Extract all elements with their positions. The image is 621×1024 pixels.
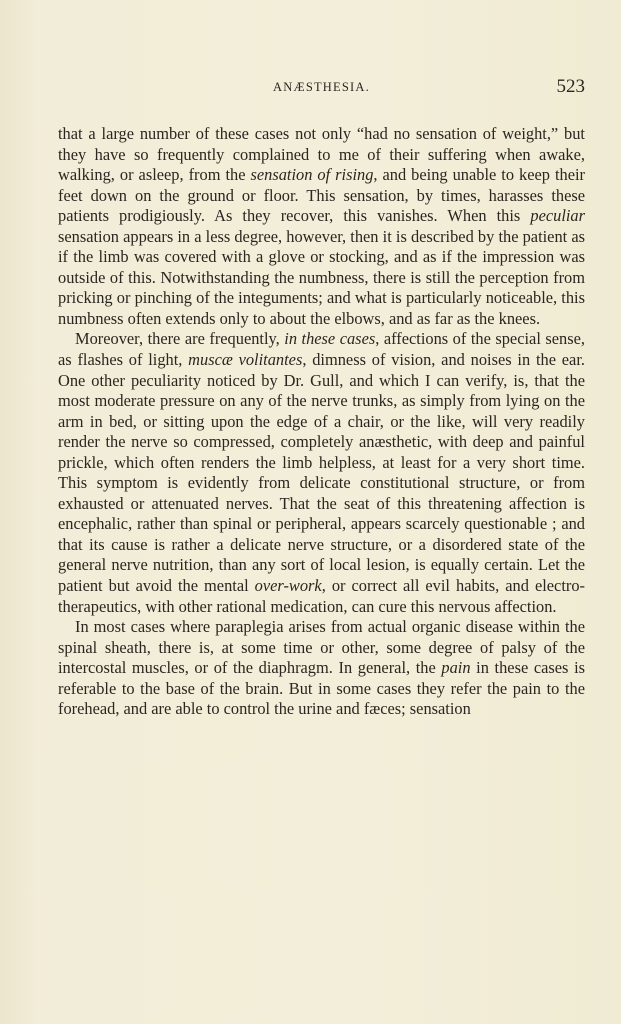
paragraph-3-text: in these cases is referable to the base of the brain. But in some cases they refer the pain to the forehead, and are able to control the urine and fæces; sensation xyxy=(58,658,585,719)
paragraph-1-text: that a large number of these cases not only “had no sensation of weight,” but they have so frequently complained to me of their suffering when awake, walking, or asleep, from the xyxy=(58,124,585,185)
paragraph-3 xyxy=(58,617,585,720)
paragraph-1-text: , and being unable to keep their feet down on the ground or floor. This sensation, by times, harasses these patients prodigiously. As they recover, this vanishes. When this xyxy=(58,165,585,226)
paragraph-2-text: , affections of the special sense, as flashes of light, xyxy=(58,329,585,370)
emphasis-sensation-of-rising: sensation of rising xyxy=(250,165,374,185)
emphasis-in-these-cases: in these cases xyxy=(284,329,376,349)
emphasis-muscae-volitantes: muscæ volitantes xyxy=(188,350,303,370)
paragraph-1 xyxy=(58,124,585,329)
paragraph-2 xyxy=(58,329,585,617)
paragraph-3-text: In most cases where paraplegia arises from actual organic disease within the spinal sheath, there is, at some time or other, some degree of palsy of the intercostal muscles, or of the diaphragm. In general, the xyxy=(58,617,585,678)
body-text xyxy=(58,124,585,720)
emphasis-pain: pain xyxy=(441,658,471,678)
paragraph-1-text: sensation appears in a less degree, however, then it is described by the patient as if the limb was covered with a glove or stocking, and as if the impression was outside of this. Notwithstanding the numbness, there is still the perception from pricking or pinching of the integuments; and what is particularly noticeable, this numbness often extends only to about the elbows, and as far as the knees. xyxy=(58,226,585,328)
emphasis-peculiar: peculiar xyxy=(530,206,585,226)
running-head xyxy=(58,76,585,98)
running-title: ANÆSTHESIA. xyxy=(273,80,370,94)
paragraph-2-text: , or correct all evil habits, and electro-therapeutics, with other rational medication, can cure this nervous affection. xyxy=(58,576,585,616)
paragraph-2-text: Moreover, there are frequently, xyxy=(75,329,285,349)
emphasis-over-work: over-work xyxy=(254,576,322,596)
paragraph-2-text: , dimness of vision, and noises in the ear. One other peculiarity noticed by Dr. Gull, and which I can verify, is, that the most moderate pressure on any of the nerve trunks, as simply from lying on the arm in bed, or sitting upon the edge of a chair, or the like, will very readily render the nerve so compressed, completely anæsthetic, with deep and painful prickle, which often renders the limb helpless, at least for a very short time. This symptom is evidently from delicate constitutional structure, or from exhausted or attenuated nerves. That the seat of this threatening affection is encephalic, rather than spinal or peripheral, appears scarcely questionable ; and that its cause is rather a delicate nerve structure, or a disordered state of the general nerve nutrition, than any sort of local lesion, is equally certain. Let the patient but avoid the mental xyxy=(58,350,585,596)
page-number: 523 xyxy=(556,76,585,97)
